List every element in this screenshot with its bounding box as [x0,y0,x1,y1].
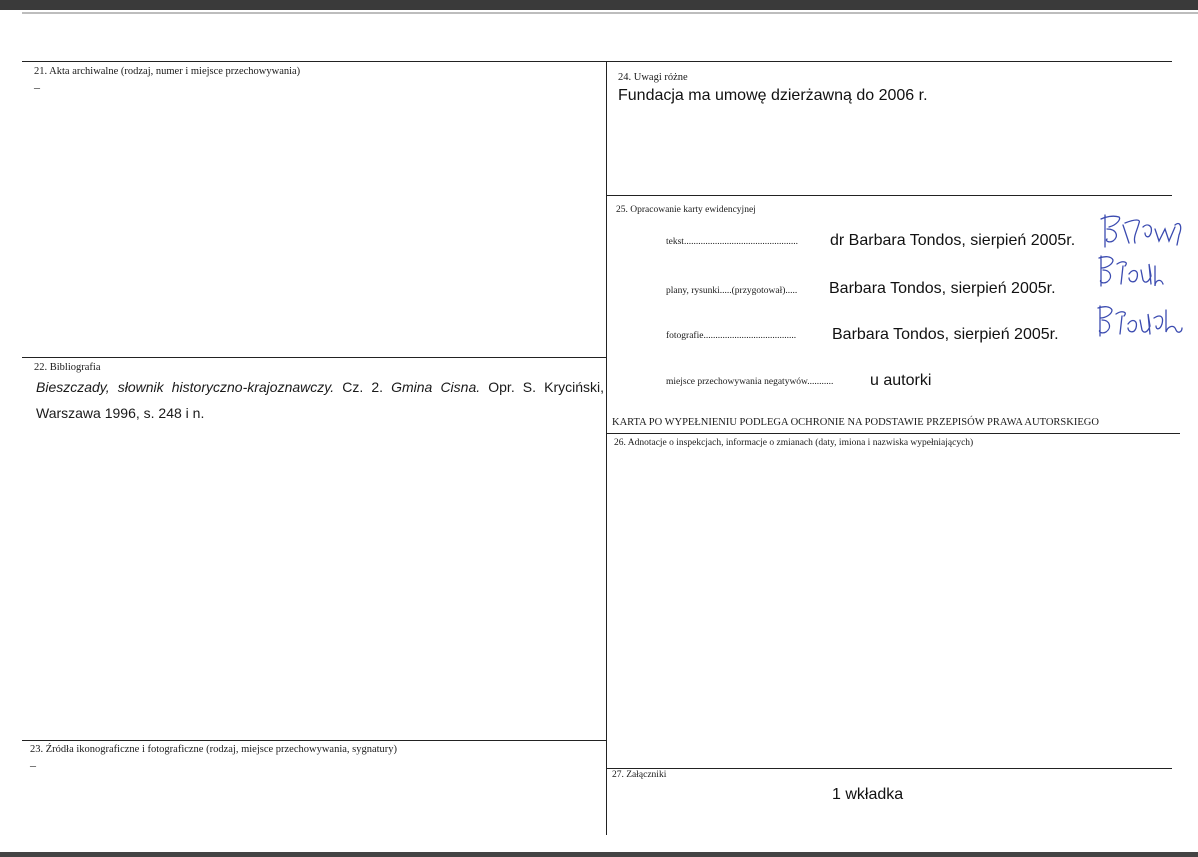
section-27-label: 27. Załączniki [612,770,667,780]
scan-bottom-edge [0,852,1198,857]
center-divider [606,61,607,835]
fotografie-label-text: fotografie [666,331,704,341]
tekst-label [666,237,798,247]
section-27-value: 1 wkładka [832,786,904,803]
section-23-value: – [30,758,36,772]
tekst-value: dr Barbara Tondos, sierpień 2005r. [830,232,1076,249]
section-24-label: 24. Uwagi różne [618,72,688,83]
tekst-label-text: tekst [666,237,684,247]
copyright-notice: KARTA PO WYPEŁNIENIU PODLEGA OCHRONIE NA PODSTAWIE PRZEPISÓW PRAWA AUTORSKIEGO [612,417,1099,428]
plany-value: Barbara Tondos, sierpień 2005r. [829,280,1056,297]
section-21-value: – [34,80,40,94]
scan-top-edge [0,0,1198,10]
rule-21-22 [22,357,606,358]
plany-label: plany, rysunki.....(przygotował)..... [666,286,798,296]
section-21-label: 21. Akta archiwalne (rodzaj, numer i miejsce przechowywania) [34,66,301,77]
signature-fotografie [1090,300,1186,342]
tekst-dots: ................................................ [683,237,798,247]
bibliography-title: Bieszczady, słownik historyczno-krajoznawczy. [36,379,335,395]
signature-tekst [1095,207,1187,255]
bibliography-rest: Opr. S. Kryciński, Warszawa 1996, s. 248 i n. [36,379,605,421]
bibliography-part: Cz. 2. [342,379,383,395]
top-rule [22,61,1172,62]
negatywy-value: u autorki [870,372,932,389]
rule-26-27 [606,768,1172,769]
rule-24-25 [606,195,1172,196]
bibliography-text [36,374,604,426]
signature-plany [1093,250,1165,292]
section-23-label: 23. Źródła ikonograficzne i fotograficzne (rodzaj, miejsce przechowywania, sygnatury) [30,744,398,755]
section-25-label: 25. Opracowanie karty ewidencyjnej [616,205,756,215]
negatywy-label: miejsce przechowywania negatywów........... [666,377,834,387]
fotografie-value: Barbara Tondos, sierpień 2005r. [832,326,1059,343]
rule-22-23 [22,740,606,741]
rule-25-26 [606,433,1180,434]
scan-top-line [22,12,1198,14]
section-22-label: 22. Bibliografia [34,362,101,373]
fotografie-dots: ....................................... [703,331,797,341]
section-26-label: 26. Adnotacje o inspekcjach, informacje o zmianach (daty, imiona i nazwiska wypełniających) [614,438,974,448]
section-24-value: Fundacja ma umowę dzierżawną do 2006 r. [618,87,928,104]
fotografie-label [666,331,796,341]
bibliography-gmina: Gmina Cisna. [391,379,481,395]
